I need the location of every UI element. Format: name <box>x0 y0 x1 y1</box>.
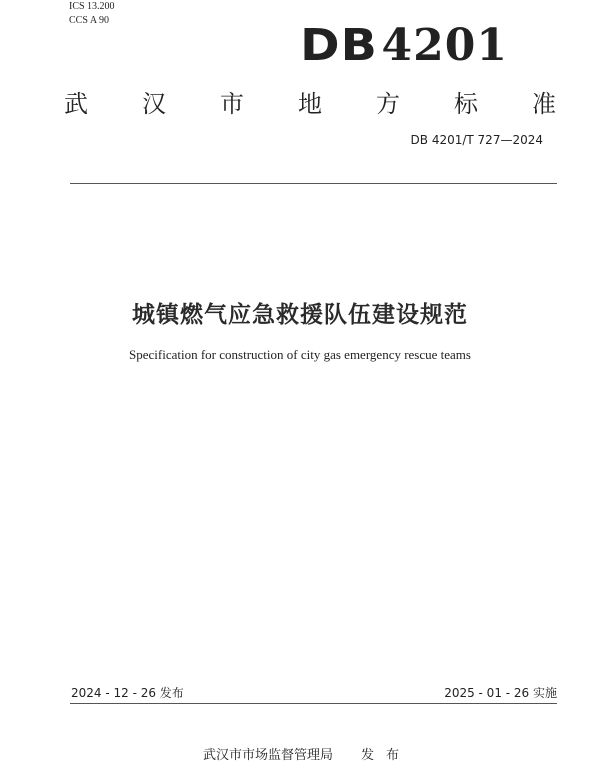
ccs-code: CCS A 90 <box>69 15 110 26</box>
db-logo <box>300 19 508 71</box>
document-title-zh: 城镇燃气应急救援队伍建设规范 <box>132 302 468 328</box>
issue-date: 2024 - 12 - 26 发布 <box>71 686 184 700</box>
standard-title-char: 方 <box>376 90 400 118</box>
standard-number: DB 4201/T 727—2024 <box>410 133 543 147</box>
db-logo-code: 4201 <box>381 19 508 71</box>
issuer-name: 武汉市市场监督管理局 <box>203 748 334 763</box>
issuer-action: 发布 <box>361 748 412 763</box>
top-divider <box>70 183 557 184</box>
standard-title-char: 武 <box>64 90 88 118</box>
standard-title-char: 地 <box>298 90 322 118</box>
classification-codes <box>69 0 115 28</box>
standard-title-char: 市 <box>220 90 244 118</box>
issuer-line <box>203 744 411 763</box>
standard-title-char: 汉 <box>142 90 166 118</box>
document-title-en: Specification for construction of city gas emergency rescue teams <box>129 347 471 362</box>
implementation-date: 2025 - 01 - 26 实施 <box>444 686 557 700</box>
bottom-divider <box>70 703 557 704</box>
db-logo-prefix: DB <box>300 19 379 71</box>
standard-title-char: 标 <box>454 90 478 118</box>
standard-category-title <box>64 84 556 119</box>
ics-code: ICS 13.200 <box>69 1 115 12</box>
standard-title-char: 准 <box>532 90 556 118</box>
